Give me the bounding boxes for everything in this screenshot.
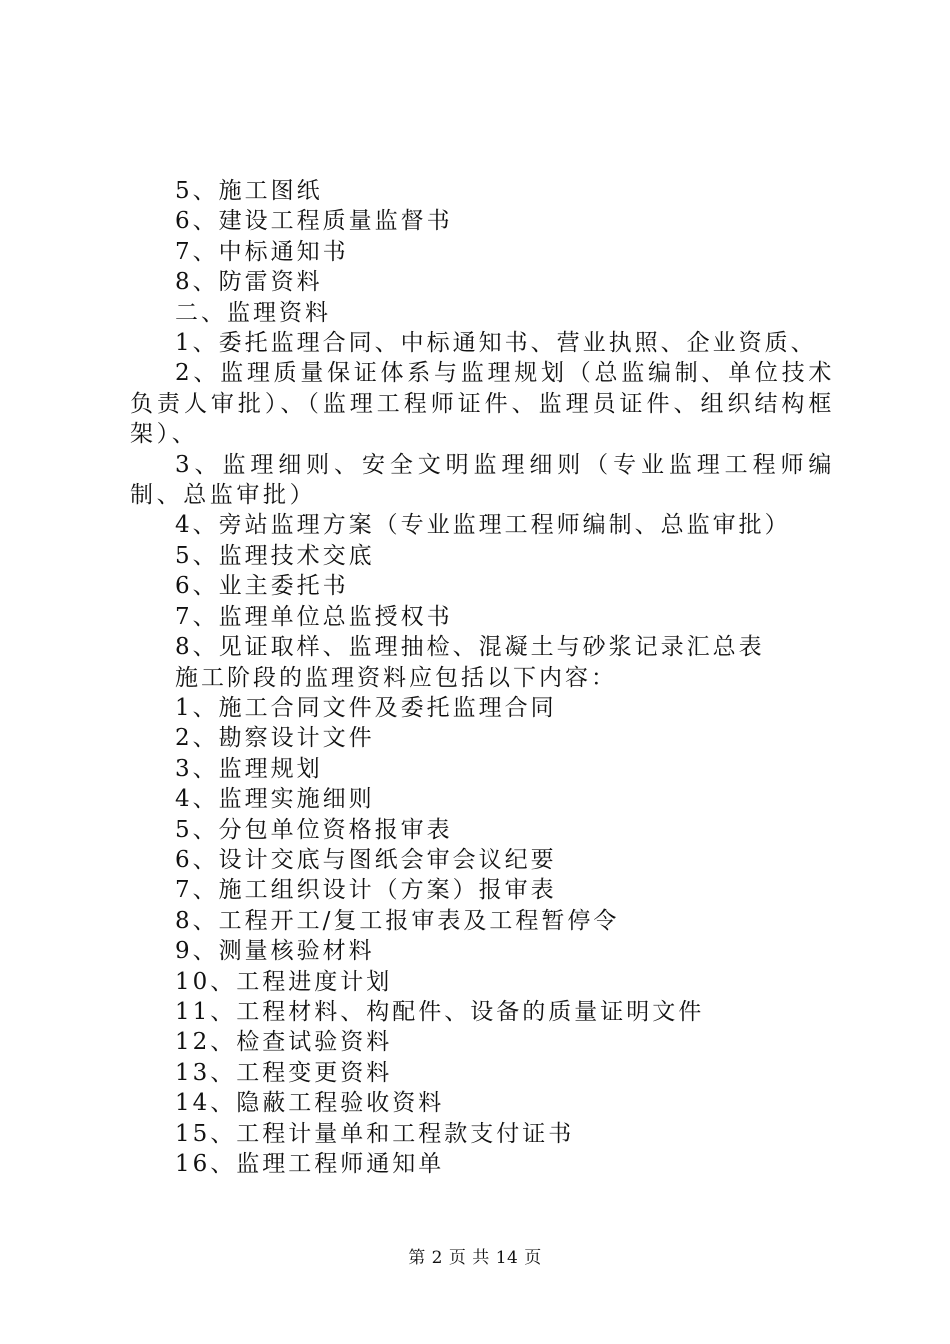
text-line: 4、监理实施细则: [175, 786, 375, 813]
text-line: 5、分包单位资格报审表: [175, 816, 453, 843]
text-line: 6、业主委托书: [175, 573, 349, 600]
text-line: 9、测量核验材料: [175, 938, 375, 965]
text-paragraph: 3、监理细则、安全文明监理细则（专业监理工程师编制、总监审批）: [130, 451, 835, 509]
text-line: 1、施工合同文件及委托监理合同: [175, 694, 557, 721]
text-line: 8、工程开工/复工报审表及工程暂停令: [175, 907, 620, 934]
text-line: 4、旁站监理方案（专业监理工程师编制、总监审批）: [175, 512, 791, 539]
text-line: 16、监理工程师通知单: [175, 1151, 445, 1177]
text-line: 6、建设工程质量监督书: [175, 208, 453, 235]
text-line: 12、检查试验资料: [175, 1029, 393, 1056]
page-number-footer: 第 2 页 共 14 页: [408, 1248, 542, 1268]
text-paragraph: 2、监理质量保证体系与监理规划（总监编制、单位技术负责人审批）、（监理工程师证件、监理员证件、组织结构框架）、: [130, 360, 835, 448]
section-intro: 施工阶段的监理资料应包括以下内容：: [175, 664, 617, 691]
text-line: 3、监理规划: [175, 755, 323, 782]
text-line: 6、设计交底与图纸会审会议纪要: [175, 846, 557, 873]
document-body: [130, 176, 835, 1179]
text-line: 13、工程变更资料: [175, 1059, 393, 1086]
text-line: 7、施工组织设计（方案）报审表: [175, 877, 557, 904]
text-line: 10、工程进度计划: [175, 968, 393, 995]
text-line: 5、施工图纸: [175, 178, 323, 204]
text-line: 15、工程计量单和工程款支付证书: [175, 1120, 575, 1147]
text-line: 14、隐蔽工程验收资料: [175, 1090, 445, 1117]
text-line: 5、监理技术交底: [175, 542, 375, 569]
text-line: 7、监理单位总监授权书: [175, 603, 453, 630]
text-line: 7、中标通知书: [175, 238, 349, 265]
section-heading: 二、监理资料: [175, 299, 331, 326]
text-line: 8、防雷资料: [175, 269, 323, 296]
text-line: 1、委托监理合同、中标通知书、营业执照、企业资质、: [175, 330, 817, 357]
text-line: 2、勘察设计文件: [175, 725, 375, 752]
text-line: 8、见证取样、监理抽检、混凝土与砂浆记录汇总表: [175, 634, 765, 661]
text-line: 11、工程材料、构配件、设备的质量证明文件: [175, 998, 705, 1025]
